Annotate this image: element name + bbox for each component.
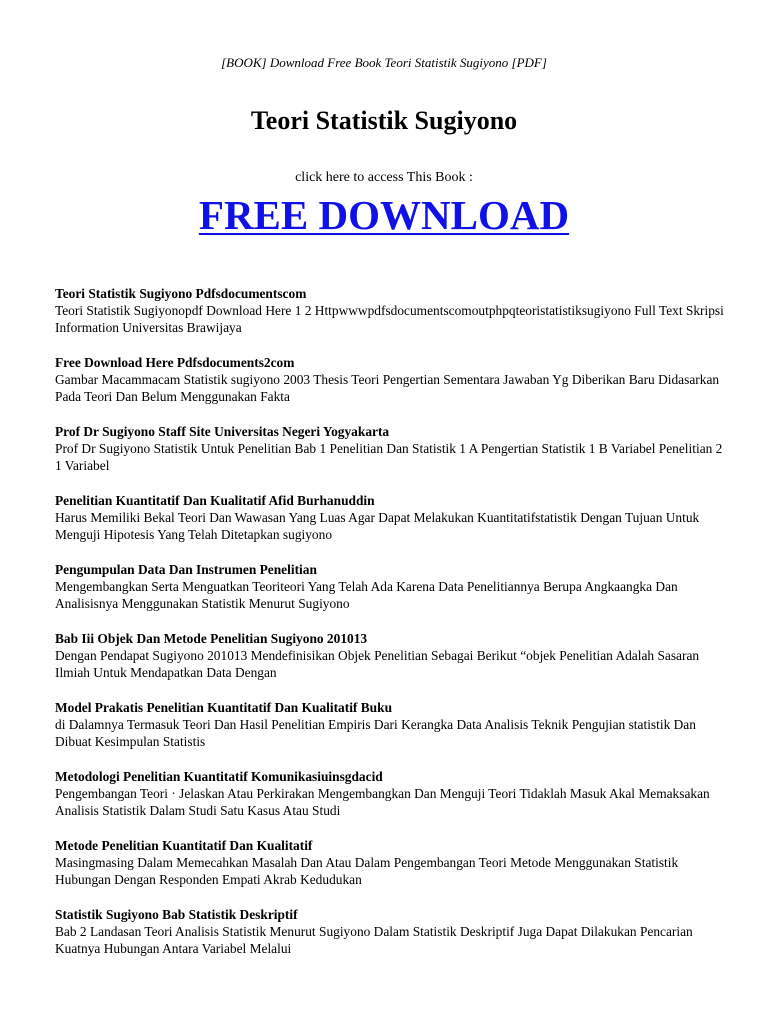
- entry-description: Mengembangkan Serta Menguatkan Teoriteori Yang Telah Ada Karena Data Penelitiannya Berupa Angkaangka Dan Analisisnya Menggunakan Statistik Menurut Sugiyono: [55, 579, 678, 611]
- free-download-link[interactable]: FREE DOWNLOAD: [198, 192, 570, 238]
- list-item: [55, 423, 725, 492]
- list-item: [55, 354, 725, 423]
- entry-description: Gambar Macammacam Statistik sugiyono 2003 Thesis Teori Pengertian Sementara Jawaban Yg Diberikan Baru Didasarkan Pada Teori Dan Belum Menggunakan Fakta: [55, 372, 720, 404]
- entry-list: [55, 285, 725, 975]
- list-item: [55, 285, 725, 354]
- page-title: Teori Statistik Sugiyono: [250, 106, 518, 135]
- entry-description: di Dalamnya Termasuk Teori Dan Hasil Penelitian Empiris Dari Kerangka Data Analisis Teknik Pengujian statistik Dan Dibuat Kesimpulan Statistis: [55, 717, 696, 749]
- list-item: [55, 906, 725, 975]
- entry-title: Bab Iii Objek Dan Metode Penelitian Sugiyono 201013: [55, 631, 368, 646]
- entry-description: Prof Dr Sugiyono Statistik Untuk Penelitian Bab 1 Penelitian Dan Statistik 1 A Pengertian Statistik 1 B Variabel Penelitian 2 1 Variabel: [55, 441, 723, 473]
- access-text: click here to access This Book :: [295, 170, 473, 185]
- entry-title: Prof Dr Sugiyono Staff Site Universitas Negeri Yogyakarta: [55, 424, 390, 439]
- list-item: [55, 837, 725, 906]
- free-download-heading: [0, 190, 768, 240]
- entry-title: Model Prakatis Penelitian Kuantitatif Dan Kualitatif Buku: [55, 700, 393, 715]
- entry-title: Penelitian Kuantitatif Dan Kualitatif Afid Burhanuddin: [55, 493, 375, 508]
- entry-description: Harus Memiliki Bekal Teori Dan Wawasan Yang Luas Agar Dapat Melakukan Kuantitatifstatistik Dengan Tujuan Untuk Menguji Hipotesis Yang Telah Ditetapkan sugiyono: [55, 510, 700, 542]
- list-item: [55, 699, 725, 768]
- entry-title: Pengumpulan Data Dan Instrumen Penelitian: [55, 562, 317, 577]
- list-item: [55, 492, 725, 561]
- entry-title: Free Download Here Pdfsdocuments2com: [55, 355, 295, 370]
- entry-title: Metodologi Penelitian Kuantitatif Komunikasiuinsgdacid: [55, 769, 383, 784]
- entry-title: Metode Penelitian Kuantitatif Dan Kualitatif: [55, 838, 313, 853]
- header-line: [BOOK] Download Free Book Teori Statistik Sugiyono [PDF]: [221, 55, 547, 70]
- entry-description: Teori Statistik Sugiyonopdf Download Here 1 2 Httpwwwpdfsdocumentscomoutphpqteoristatistiksugiyono Full Text Skripsi Information Universitas Brawijaya: [55, 303, 724, 335]
- entry-description: Bab 2 Landasan Teori Analisis Statistik Menurut Sugiyono Dalam Statistik Deskriptif Juga Dapat Dilakukan Pencarian Kuatnya Hubungan Antara Variabel Melalui: [55, 924, 693, 956]
- list-item: [55, 630, 725, 699]
- entry-description: Masingmasing Dalam Memecahkan Masalah Dan Atau Dalam Pengembangan Teori Metode Menggunakan Statistik Hubungan Dengan Responden Empati Akrab Kedudukan: [55, 855, 679, 887]
- entry-description: Dengan Pendapat Sugiyono 201013 Mendefinisikan Objek Penelitian Sebagai Berikut “objek Penelitian Adalah Sasaran Ilmiah Untuk Mendapatkan Data Dengan: [55, 648, 700, 680]
- entry-description: Pengembangan Teori · Jelaskan Atau Perkirakan Mengembangkan Dan Menguji Teori Tidaklah Masuk Akal Memaksakan Analisis Statistik Dalam Studi Satu Kasus Atau Studi: [55, 786, 710, 818]
- entry-title: Statistik Sugiyono Bab Statistik Deskriptif: [55, 907, 298, 922]
- entry-title: Teori Statistik Sugiyono Pdfsdocumentscom: [55, 286, 307, 301]
- list-item: [55, 561, 725, 630]
- list-item: [55, 768, 725, 837]
